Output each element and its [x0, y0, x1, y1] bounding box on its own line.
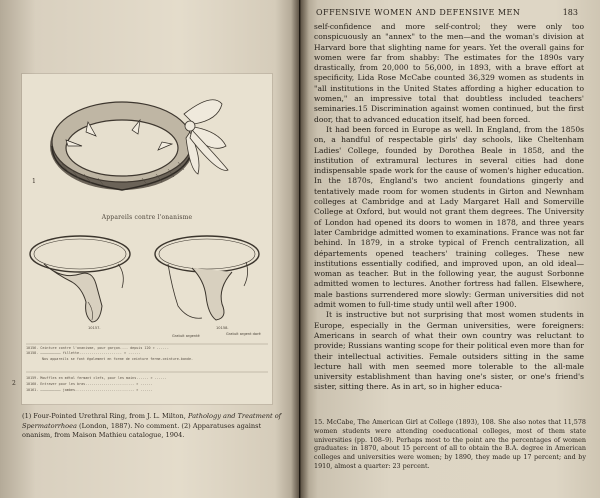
book-gutter	[291, 0, 309, 498]
catalogue-row: 10158. —————————— fillette..................... » ......	[26, 351, 141, 355]
figure-caption	[22, 412, 284, 441]
plate-heading: Appareils contre l'onanisme	[101, 214, 193, 221]
running-head	[316, 8, 578, 17]
body-text	[314, 22, 584, 393]
item-number-right: 10158.	[216, 326, 229, 330]
catalogue-row: 10159. Mouffles en métal fermant clefs, pour les mains...... » ......	[26, 376, 167, 380]
fillette-apparatus-illustration	[155, 236, 259, 320]
paragraph: self-confidence and more self-control; they were only too conspicuously an "annex" to the men—and the woman's division at Harvard bore that slighting name for years. Yet the overall gains for women were far from shabby: The estimates for the 1890s vary drastically, from 20,000 to 56,000, in 1893, with a brave effort at specificity, Lida Rose McCabe counted 36,329 women as students in "all institutions in the United States affording a higher education to women," an impressive total that doubtless included teachers' seminaries.15 Discrimination against women continued, but the first door, that to advanced education itself, had been forced.	[314, 22, 584, 124]
urethral-ring-illustration	[50, 100, 228, 190]
catalogue-note: Nos appareils se font également en forme de ceinture ferme-ceinture-bande.	[42, 357, 194, 361]
caption-book-title: Pathology and Treatment of Spermatorrhoea	[22, 412, 282, 430]
catalogue-row: 10156. Ceinture contre l'onanisme, pour garçon.... depuis 120 » ......	[26, 346, 169, 350]
table-header-2: Gratuit argent doré	[226, 332, 261, 336]
figure-1-label: 1	[32, 178, 36, 185]
footnote: 15. McCabe, The American Girl at College (1893), 108. She also notes that 11,578 women students were attending coeducational colleges, most of them state universities (pp. 108–9). Perhaps most to the point are the percentages of women graduates: in 1870, about 15 percent of all to obtain the B.A. degree in American colleges and universities were women; by 1890, they made up 17 percent; and by 1910, almost a quarter: 23 percent.	[314, 418, 586, 470]
caption-text: (London, 1887). No comment. (2) Apparatuses against onanism, from Maison Mathieu catalogue, 1904.	[22, 421, 262, 440]
item-number-left: 10157.	[88, 326, 101, 330]
paragraph: It had been forced in Europe as well. In England, from the 1850s on, a handful of respectable girls' day schools, like Cheltenham Ladies' College, founded by Dorothea Beale in 1858, and the institution of extramural lectures in several cities had done indispensable spade work for the cause of women's higher education. In the 1870s, England's two ancient foundations gingerly and tentatively made room for women students in Girton and Newnham colleges at Cambridge and at Lady Margaret Hall and Somerville College at Oxford, but would not grant them degrees. The University of London had opened its doors to women in 1878, and three years later Cambridge admitted women to examinations. France was not far behind. In 1879, in a stroke typical of French centralization, all départements opened teachers' training colleges. These new institutions essentially codified, and improved upon, an old ideal—woman as teacher. But in the following year, the august Sorbonne admitted women to lectures. Another fortress had fallen. Elsewhere, male bastions surrendered more slowly: German universities did not admit women to full-time study until well after 1900.	[314, 124, 584, 310]
figure-2-label: 2	[12, 380, 16, 387]
running-head-title: OFFENSIVE WOMEN AND DEFENSIVE MEN	[316, 8, 521, 17]
table-header-1: Gratuit argenté	[172, 334, 200, 338]
catalogue-row: 10161. —————————— jambes............................. » ......	[26, 388, 153, 392]
caption-text: (1) Four-Pointed Urethral Ring, from J. L. Milton,	[22, 412, 188, 420]
illustration-plate	[22, 74, 272, 404]
left-page	[0, 0, 299, 498]
paragraph: It is instructive but not surprising that most women students in Europe, especially in the German universities, were foreigners: Americans in search of what their own country was reluctant to provide; Russians wanting scope for their political even more than for their intellectual activities. Female outsiders sitting in the same lecture hall with men seemed more tolerable to the all-male university establishment than having one's sister, or one's friend's sister, sitting there. As in art, so in higher educa-	[314, 310, 584, 392]
belt-apparatus-illustration	[30, 236, 130, 322]
catalogue-row: 10160. Entraver pour les bras........................ » ......	[26, 382, 153, 386]
page-number: 183	[562, 8, 578, 17]
right-page	[300, 0, 600, 498]
